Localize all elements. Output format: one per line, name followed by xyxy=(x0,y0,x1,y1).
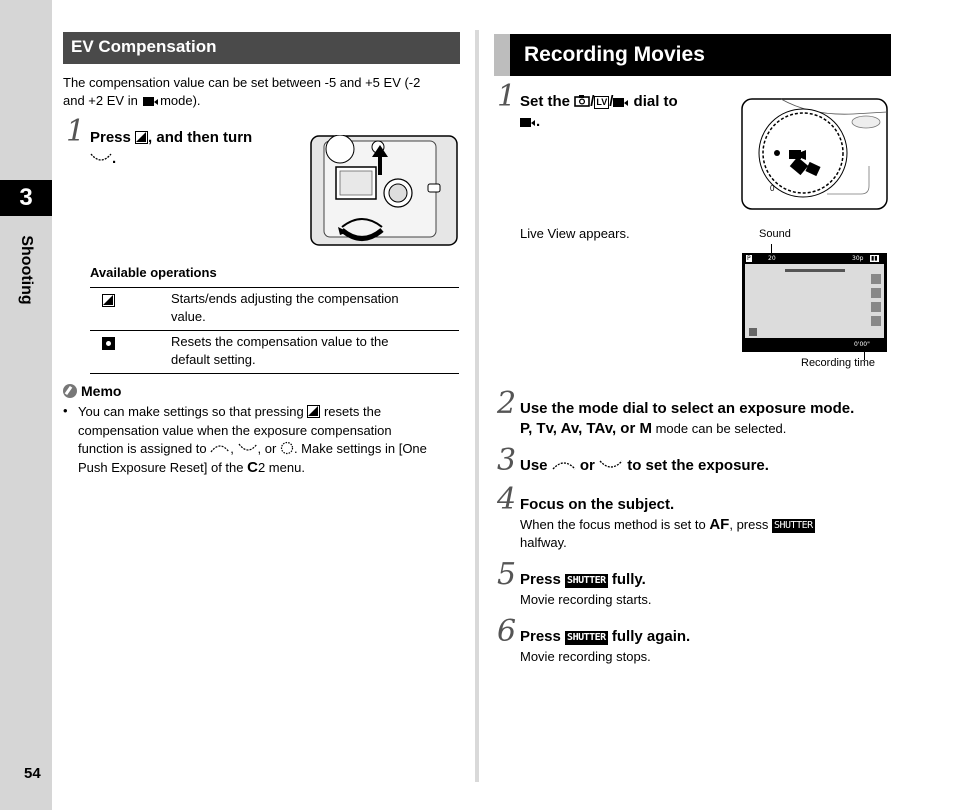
operation-text-line2: value. xyxy=(171,309,206,324)
rec-step4-number: 4 xyxy=(497,482,517,517)
column-divider xyxy=(475,30,479,782)
setting-dial-icon xyxy=(280,441,294,455)
rec-step3-number: 3 xyxy=(497,443,517,478)
sound-label: Sound xyxy=(759,228,791,240)
ev-description-line2 xyxy=(63,92,463,110)
rec-step5-number: 5 xyxy=(497,557,517,592)
available-operations-title: Available operations xyxy=(90,265,217,280)
battery-icon: ▮▮ xyxy=(871,255,878,262)
operation-description xyxy=(171,333,456,369)
rear-dial-icon xyxy=(599,459,623,471)
step-sub-text: , press xyxy=(729,517,769,532)
memo-line: compensation value when the exposure compensation xyxy=(78,422,392,438)
camera-mode-icon xyxy=(574,94,590,107)
memo-title-text: Memo xyxy=(81,383,122,399)
ev-button-icon xyxy=(102,294,115,307)
shutter-button-icon: SHUTTER xyxy=(567,575,606,586)
shutter-button-icon: SHUTTER xyxy=(567,632,606,643)
frame-rate: 30p xyxy=(852,255,864,262)
rec-step6-title xyxy=(520,628,690,645)
step-end-punct: . xyxy=(112,150,117,167)
af-icon: AF xyxy=(709,516,730,533)
memo-text-part: . Make settings in [One xyxy=(293,441,427,456)
touch-icons-column xyxy=(871,274,881,334)
ev-button-icon xyxy=(307,405,320,418)
ev-step-title xyxy=(90,129,252,146)
rec-step3-title xyxy=(520,457,769,474)
shutter-button-icon: SHUTTER xyxy=(773,520,813,531)
ev-description-line1: The compensation value can be set between -5 and +5 EV (-2 xyxy=(63,75,421,90)
ev-button-icon xyxy=(135,131,148,144)
table-row xyxy=(90,288,459,331)
memo-line xyxy=(78,440,463,459)
green-button-icon xyxy=(102,337,115,350)
rear-dial-icon xyxy=(90,152,112,164)
rec-step1-title-line2: . xyxy=(520,113,540,130)
step-text: Set the xyxy=(520,93,571,110)
memo-line xyxy=(78,403,463,422)
recording-movies-heading xyxy=(494,34,891,76)
memo-line xyxy=(78,459,463,478)
memo-bullet: • xyxy=(63,403,68,418)
custom-menu-icon: C xyxy=(247,458,258,476)
rec-step4-sub xyxy=(520,516,860,552)
press-text: Press xyxy=(90,129,131,146)
step-sub-text: halfway. xyxy=(520,535,567,550)
rec-step6-sub: Movie recording stops. xyxy=(520,649,651,664)
live-view-icon: LV xyxy=(596,97,608,107)
exposure-bar xyxy=(785,269,845,272)
memo-text-part: You can make settings so that pressing xyxy=(78,404,304,419)
rec-step1-number: 1 xyxy=(497,79,517,114)
ev-description-text: and +2 EV in xyxy=(63,93,138,108)
rec-step5-sub: Movie recording starts. xyxy=(520,592,652,607)
rec-step2-title: Use the mode dial to select an exposure mode. xyxy=(520,400,855,417)
rec-step1-sub: Live View appears. xyxy=(520,226,630,241)
screen-corner-icon xyxy=(749,328,757,336)
movie-icon xyxy=(143,97,154,106)
step-text: dial to xyxy=(633,93,678,110)
recording-movies-title: Recording Movies xyxy=(524,43,705,66)
camera-back-illustration xyxy=(310,135,458,246)
rec-step2-number: 2 xyxy=(497,386,517,421)
operations-table xyxy=(90,287,459,374)
movie-icon xyxy=(520,118,531,127)
heading-accent-bar xyxy=(494,34,510,76)
chapter-number: 3 xyxy=(19,184,33,211)
memo-text-part: , xyxy=(230,441,234,456)
ev-description xyxy=(63,74,463,110)
front-dial-icon xyxy=(210,442,230,454)
rec-step2-sub xyxy=(520,420,786,438)
movie-icon xyxy=(613,98,624,107)
memo-text-part: function is assigned to xyxy=(78,441,207,456)
memo-text-part: 2 menu. xyxy=(257,459,305,475)
recording-time: 0'00" xyxy=(854,341,870,348)
and-then-turn-text: , and then turn xyxy=(148,129,253,146)
exposure-modes: P, Tv, Av, TAv, or M xyxy=(520,420,652,437)
step-sub-text: When the focus method is set to xyxy=(520,517,706,532)
ev-step-number: 1 xyxy=(66,114,86,149)
live-view-image xyxy=(745,264,884,338)
step-text: fully again. xyxy=(611,628,691,645)
operation-description xyxy=(171,290,456,326)
front-dial-icon xyxy=(552,459,576,471)
rear-dial-icon xyxy=(238,442,258,454)
live-view-screen xyxy=(742,253,887,352)
chapter-side-tab xyxy=(0,0,52,810)
mode-suffix-text: mode can be selected. xyxy=(655,421,787,436)
program-mode-icon: P xyxy=(747,255,751,262)
memo-text-part: , or xyxy=(257,441,277,456)
step-text: Use xyxy=(520,457,548,474)
ev-compensation-heading: EV Compensation xyxy=(63,32,460,64)
memo-heading xyxy=(63,383,121,399)
memo-text xyxy=(78,403,463,477)
rec-step5-title xyxy=(520,571,646,588)
operation-text-line1: Starts/ends adjusting the compensation xyxy=(171,291,399,306)
chapter-label-text: Shooting xyxy=(18,235,35,305)
ev-step-title-line2 xyxy=(90,150,116,167)
chapter-number-tab xyxy=(0,180,52,216)
mode-dial-illustration xyxy=(741,98,888,210)
memo-text-part: Push Exposure Reset] of the xyxy=(78,459,244,475)
table-row xyxy=(90,331,459,374)
chapter-label xyxy=(0,230,54,310)
rec-step1-title: Set the / LV / dial to xyxy=(520,93,678,110)
memo-pencil-icon xyxy=(63,384,77,398)
operation-text-line2: default setting. xyxy=(171,352,256,367)
step-text: Press xyxy=(520,628,561,645)
memo-text-part: resets the xyxy=(323,404,382,419)
recording-time-label: Recording time xyxy=(801,357,875,369)
sound-level: 20 xyxy=(768,255,776,262)
svg-text:0: 0 xyxy=(770,184,775,193)
step-text: Press xyxy=(520,571,561,588)
step-text: to set the exposure. xyxy=(627,457,769,474)
operation-text-line1: Resets the compensation value to the xyxy=(171,334,389,349)
rec-step6-number: 6 xyxy=(497,614,517,649)
step-text: or xyxy=(579,457,595,474)
step-text: fully. xyxy=(611,571,646,588)
rec-step4-title: Focus on the subject. xyxy=(520,496,675,513)
page-number: 54 xyxy=(24,765,41,782)
ev-description-text-end: mode). xyxy=(160,93,201,108)
